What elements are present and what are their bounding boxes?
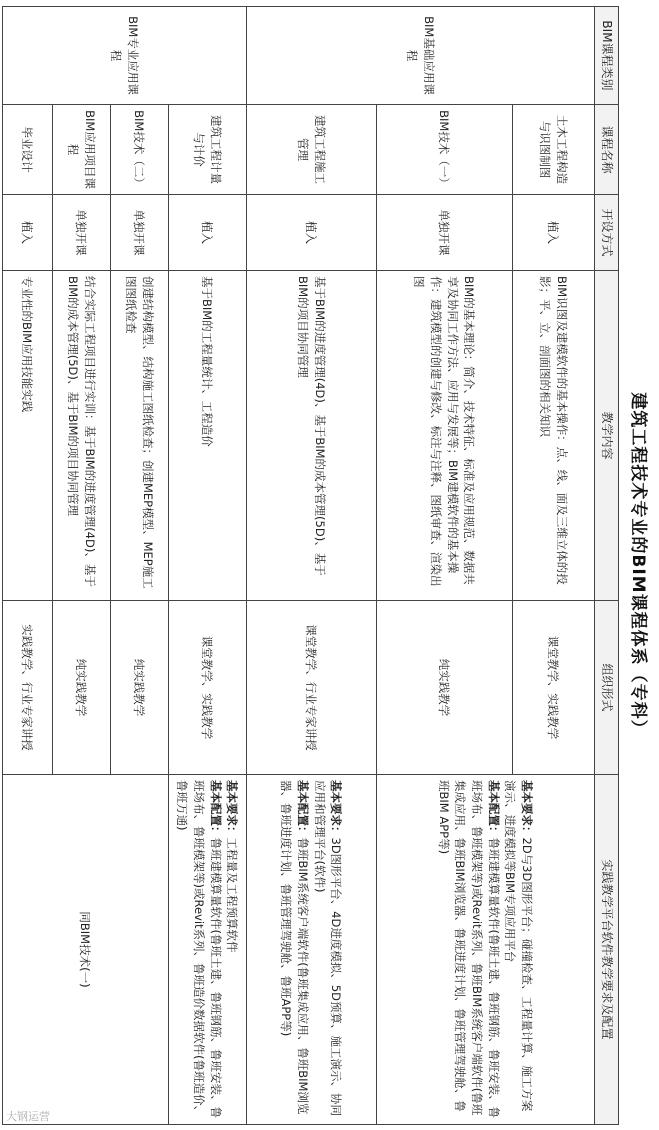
header-course: 课程名称 [594, 105, 618, 195]
header-mode: 开设方式 [594, 195, 618, 271]
platform-cfg-label: 基本配置： [208, 780, 223, 838]
platform-cfg-text: 鲁班BIM系统客户端软件(鲁班集成应用、鲁班BIM浏览器、鲁班进度计划、鲁班管理驾驶舱、鲁班APP等) [279, 780, 311, 1115]
table-row [512, 7, 594, 1125]
course-org: 实践教学、行业专家讲授 [2, 601, 52, 775]
course-name: 毕业设计 [2, 105, 52, 195]
course-org: 纯实践教学 [376, 601, 512, 775]
platform-cell-4: 同BIM技术(一) [2, 775, 168, 1125]
watermark: 大钢运营 [6, 1110, 50, 1123]
category-basic: BIM基础应用课程 [246, 7, 594, 105]
platform-req-text: 2D与3D图形平台；碰撞检查、工程量计算、施工方案演示、进度模拟等BIM专项应用平台 [503, 780, 535, 1112]
course-org: 课堂教学、实践教学 [512, 601, 594, 775]
header-org: 组织形式 [594, 601, 618, 775]
header-content: 教学内容 [594, 271, 618, 601]
course-content: 专业性的BIM应用技能实践 [2, 271, 52, 601]
course-content: BIM的基本理论：简介、技术特征、标准及应用规范、数据共享及协同工作方法、应用与发展等；BIM建模软件的基本操作：建筑模型的创建与修改、标注与注释、图纸审查、渲染出图 [376, 271, 512, 601]
document-title: 建筑工程技术专业的BIM课程体系（专科） [628, 392, 648, 738]
course-mode: 植入 [512, 195, 594, 271]
course-content: BIM识图及建模软件的基本操作：点、线、面及三维立体的投影；平、立、剖面图的相关知识 [512, 271, 594, 601]
platform-cfg-label: 基本配置： [486, 780, 501, 838]
course-name: 建筑工程计量与计价 [168, 105, 246, 195]
course-org: 纯实践教学 [52, 601, 110, 775]
course-mode: 植入 [168, 195, 246, 271]
course-name: BIM技术（一） [376, 105, 512, 195]
platform-cell-1 [376, 775, 594, 1125]
course-mode: 单独开课 [52, 195, 110, 271]
platform-cfg-label: 基本配置： [296, 780, 311, 838]
platform-req-label: 基本要求： [329, 780, 344, 838]
platform-cfg-text: 鲁班建模算量软件(鲁班土建、鲁班钢筋、鲁班安装、鲁班场布、鲁班模架等)或Revit系列、鲁班BIM系统客户端软件(鲁班集成应用、鲁班BIM浏览器、鲁班进度计划、鲁班管理驾驶舱、鲁班BIM APP等) [436, 780, 501, 1118]
table-header-row [594, 7, 618, 1125]
table-row [110, 7, 168, 1125]
course-org: 纯实践教学 [110, 601, 168, 775]
course-mode: 植入 [2, 195, 52, 271]
course-mode: 植入 [246, 195, 376, 271]
course-name: 建筑工程施工管理 [246, 105, 376, 195]
course-content: 基于BIM的进度管理(4D)、基于BIM的成本管理(5D)、基于BIM的项目协同管理 [246, 271, 376, 601]
header-category: BIM课程类别 [594, 7, 618, 105]
course-name: BIM技术（二） [110, 105, 168, 195]
course-content: 结合实际工程项目进行实训：基于BIM的进度管理(4D)、基于BIM的成本管理(5D)、基于BIM的项目协同管理 [52, 271, 110, 601]
header-platform: 实践教学平台软件教学要求及配置 [594, 775, 618, 1125]
category-professional: BIM专业应用课程 [2, 7, 246, 105]
platform-req-text: 工程量及工程预算软件 [225, 837, 240, 953]
platform-req-label: 基本要求： [225, 780, 240, 838]
platform-cfg-text: 鲁班建模算量软件(鲁班土建、鲁班钢筋、鲁班安装、鲁班场布、鲁班模架等)或Revit系列、鲁班造价数据软件(鲁班造价、鲁班万通) [175, 780, 223, 1118]
platform-cell-2 [246, 775, 376, 1125]
platform-cell-3 [168, 775, 246, 1125]
platform-req-label: 基本要求： [520, 780, 535, 838]
course-name: 土木工程构造与识图制图 [512, 105, 594, 195]
curriculum-table [2, 6, 619, 1125]
course-content: 创建结构模型、结构施工图纸检查；创建MEP模型、MEP施工图图纸检查 [110, 271, 168, 601]
course-org: 课堂教学、行业专家讲授 [246, 601, 376, 775]
course-mode: 单独开课 [376, 195, 512, 271]
course-org: 课堂教学、实践教学 [168, 601, 246, 775]
course-content: 基于BIM的工程量统计、工程造价 [168, 271, 246, 601]
course-name: BIM应用项目课程 [52, 105, 110, 195]
course-mode: 单独开课 [110, 195, 168, 271]
table-row [246, 7, 376, 1125]
table-row [168, 7, 246, 1125]
platform-req-text: 3D图形平台、4D进度模拟、5D预算、施工演示、协同应用和管理平台(软件) [312, 780, 344, 1117]
